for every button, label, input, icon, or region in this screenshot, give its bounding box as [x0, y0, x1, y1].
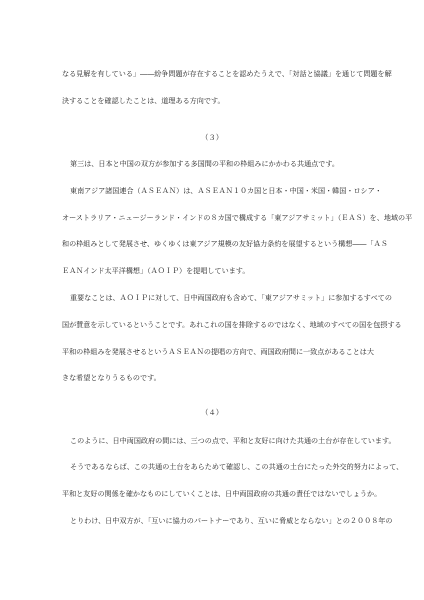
body-text-line: オーストラリア・ニュージーランド・インドの８カ国で構成する「東アジアサミット」（ＥＡＳ）を、地域の平	[62, 213, 413, 222]
body-text-line: きな希望となりうるものです。	[62, 373, 161, 382]
body-text-line: 平和の枠組みを発展させるというＡＳＥＡＮの提唱の方向で、両国政府間に一致点があることは大	[62, 347, 374, 356]
body-text-line: 国が賛意を示しているということです。あれこれの国を排除するのではなく、地域のすべての国を包摂する	[62, 320, 402, 329]
body-text-line: 決することを確認したことは、道理ある方向です。	[62, 96, 225, 105]
body-text-line: 第三は、日本と中国の双方が参加する多国間の平和の枠組みにかかわる共通点です。	[70, 159, 339, 168]
body-text-line: なる見解を有している」――紛争問題が存在することを認めたうえで、「対話と協議」を通じて問題を解	[62, 69, 392, 78]
section-heading-4: （４）	[201, 408, 224, 417]
section-heading-3: （３）	[201, 133, 224, 142]
body-text-line: 重要なことは、ＡＯＩＰに対して、日中両国政府も含めて、「東アジアサミット」に参加するすべての	[70, 293, 392, 302]
body-text-line: このように、日中両国政府の間には、三つの点で、平和と友好に向けた共通の土台が存在しています。	[70, 436, 396, 445]
body-text-line: 平和と友好の関係を確かなものにしていくことは、日中両国政府の共通の責任ではないでしょうか。	[62, 489, 382, 498]
body-text-line: とりわけ、日中双方が、「互いに協力のパートナーであり、互いに脅威とならない」との２００８年の	[70, 516, 393, 525]
body-text-line: 和の枠組みとして発展させ、ゆくゆくは東アジア規模の友好協力条約を展望するという構想――「ＡＳ	[62, 239, 388, 248]
body-text-line: 東南アジア諸国連合（ＡＳＥＡＮ）は、ＡＳＥＡＮ１０カ国と日本・中国・米国・韓国・ロシア・	[70, 186, 382, 195]
body-text-line: そうであるならば、この共通の土台をあらためて確認し、この共通の土台にたった外交的努力によって、	[70, 462, 404, 471]
body-text-line: ＥＡＮインド太平洋構想」（ＡＯＩＰ）を提唱しています。	[62, 266, 250, 275]
